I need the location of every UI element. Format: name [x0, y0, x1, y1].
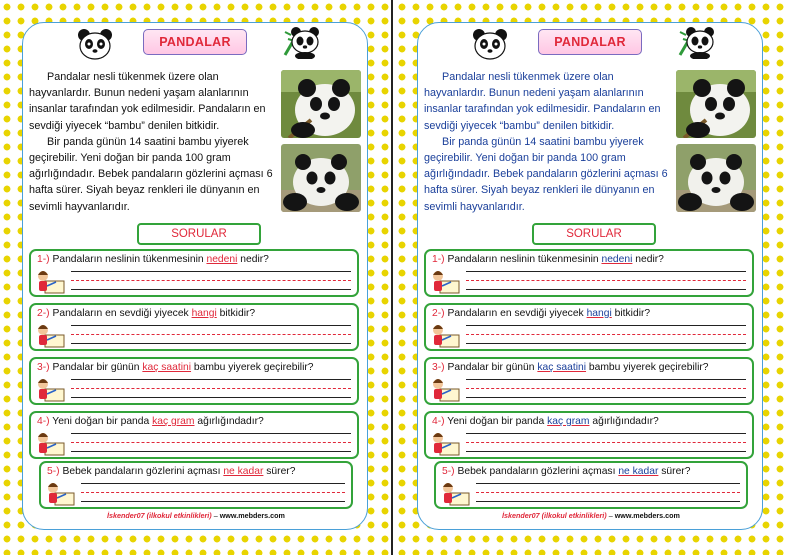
child-writing-icon	[430, 322, 460, 348]
answer-line[interactable]	[466, 433, 746, 452]
reading-text	[29, 69, 279, 215]
panda-icon	[75, 27, 115, 61]
question-keyword: ne kadar	[618, 466, 659, 477]
reading-paragraph-2: Bir panda günün 14 saatini bambu yiyerek geçirebilir. Yeni doğan bir panda 100 gram ağırlığındadır. Bebek pandaların gözlerini açması 6 hafta sürer. Siyah beyaz renkleri ile dünyanın en sevimli hayvanlarıdır.	[424, 135, 668, 213]
questions-heading-box	[137, 223, 261, 245]
question-keyword: hangi	[586, 308, 612, 319]
child-writing-icon	[45, 480, 75, 506]
child-writing-icon	[35, 430, 65, 456]
footer-credit: İskender07 (ilkokul etkinlikleri)	[502, 511, 607, 520]
answer-line[interactable]	[81, 483, 345, 502]
question-number: 4-)	[432, 416, 445, 427]
reading-paragraph-1: Pandalar nesli tükenmek üzere olan hayvanlardır. Bunun nedeni yaşam alanlarının insanlar tarafından yok edilmesidir. Pandaların en sevdiği yiyecek “bambu” denilen bitkidir.	[424, 71, 661, 132]
question-number: 1-)	[37, 254, 50, 265]
title-banner	[538, 29, 642, 55]
question-number: 3-)	[37, 362, 50, 373]
question-text: 2-) Pandaların en sevdiği yiyecek hangi bitkidir?	[37, 308, 256, 319]
footer: İskender07 (ilkokul etkinlikleri) – www.mebders.com	[107, 511, 285, 520]
child-writing-icon	[430, 376, 460, 402]
question-text: 1-) Pandaların neslinin tükenmesinin nedeni nedir?	[432, 254, 664, 265]
child-writing-icon	[440, 480, 470, 506]
question-box	[424, 249, 754, 297]
questions-heading: SORULAR	[566, 228, 622, 240]
question-text: 5-) Bebek pandaların gözlerini açması ne kadar sürer?	[442, 466, 691, 477]
question-number: 2-)	[37, 308, 50, 319]
footer-site: www.mebders.com	[614, 511, 680, 520]
answer-line[interactable]	[71, 379, 351, 398]
question-keyword: kaç saatini	[537, 362, 587, 373]
answer-line[interactable]	[466, 379, 746, 398]
answer-line[interactable]	[466, 271, 746, 290]
answer-line[interactable]	[71, 271, 351, 290]
panda-photo	[281, 70, 361, 138]
question-text: 3-) Pandalar bir günün kaç saatini bambu yiyerek geçirebilir?	[37, 362, 314, 373]
reading-text	[424, 69, 674, 215]
question-keyword: kaç saatini	[142, 362, 192, 373]
answer-line[interactable]	[476, 483, 740, 502]
question-keyword: kaç gram	[152, 416, 195, 427]
question-number: 5-)	[47, 466, 60, 477]
question-box	[29, 357, 359, 405]
question-box	[424, 357, 754, 405]
question-box	[29, 411, 359, 459]
title-banner	[143, 29, 247, 55]
question-text: 2-) Pandaların en sevdiği yiyecek hangi bitkidir?	[432, 308, 651, 319]
question-keyword: kaç gram	[547, 416, 590, 427]
question-keyword: ne kadar	[223, 466, 264, 477]
question-box	[29, 303, 359, 351]
question-keyword: hangi	[191, 308, 217, 319]
child-writing-icon	[430, 268, 460, 294]
question-number: 3-)	[432, 362, 445, 373]
reading-paragraph-1: Pandalar nesli tükenmek üzere olan hayvanlardır. Bunun nedeni yaşam alanlarının insanlar tarafından yok edilmesidir. Pandaların en sevdiği yiyecek “bambu” denilen bitkidir.	[29, 71, 266, 132]
question-box	[39, 461, 353, 509]
question-box	[424, 303, 754, 351]
child-writing-icon	[35, 322, 65, 348]
answer-line[interactable]	[71, 325, 351, 344]
panda-photo	[281, 144, 361, 212]
worksheet-panel	[417, 22, 763, 530]
panda-eating-bamboo-icon	[676, 25, 716, 59]
questions-heading: SORULAR	[171, 228, 227, 240]
question-text: 4-) Yeni doğan bir panda kaç gram ağırlığındadır?	[37, 416, 264, 427]
question-number: 1-)	[432, 254, 445, 265]
answer-line[interactable]	[466, 325, 746, 344]
question-box	[424, 411, 754, 459]
panda-eating-bamboo-icon	[281, 25, 321, 59]
question-number: 4-)	[37, 416, 50, 427]
question-number: 2-)	[432, 308, 445, 319]
child-writing-icon	[430, 430, 460, 456]
worksheet-panel	[22, 22, 368, 530]
worksheet-left	[0, 0, 390, 555]
page-divider	[391, 0, 393, 555]
panda-photo	[676, 70, 756, 138]
page-title: PANDALAR	[554, 35, 626, 49]
panda-photo	[676, 144, 756, 212]
reading-paragraph-2: Bir panda günün 14 saatini bambu yiyerek geçirebilir. Yeni doğan bir panda 100 gram ağırlığındadır. Bebek pandaların gözlerini açması 6 hafta sürer. Siyah beyaz renkleri ile dünyanın en sevimli hayvanlarıdır.	[29, 135, 273, 213]
footer: İskender07 (ilkokul etkinlikleri) – www.mebders.com	[502, 511, 680, 520]
question-box	[434, 461, 748, 509]
question-keyword: nedeni	[206, 254, 238, 265]
child-writing-icon	[35, 376, 65, 402]
footer-credit: İskender07 (ilkokul etkinlikleri)	[107, 511, 212, 520]
questions-heading-box	[532, 223, 656, 245]
question-text: 1-) Pandaların neslinin tükenmesinin nedeni nedir?	[37, 254, 269, 265]
worksheet-right	[395, 0, 785, 555]
question-text: 4-) Yeni doğan bir panda kaç gram ağırlığındadır?	[432, 416, 659, 427]
question-text: 3-) Pandalar bir günün kaç saatini bambu yiyerek geçirebilir?	[432, 362, 709, 373]
question-text: 5-) Bebek pandaların gözlerini açması ne kadar sürer?	[47, 466, 296, 477]
question-keyword: nedeni	[601, 254, 633, 265]
question-box	[29, 249, 359, 297]
child-writing-icon	[35, 268, 65, 294]
page-title: PANDALAR	[159, 35, 231, 49]
answer-line[interactable]	[71, 433, 351, 452]
panda-icon	[470, 27, 510, 61]
question-number: 5-)	[442, 466, 455, 477]
footer-site: www.mebders.com	[219, 511, 285, 520]
